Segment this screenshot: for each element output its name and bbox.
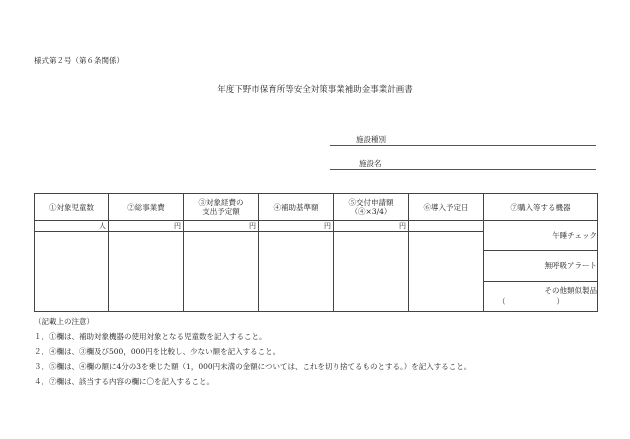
target-expense-input[interactable] [184, 232, 259, 312]
equipment-option-other[interactable]: その他類似製品 （ ） [498, 286, 597, 307]
unit-people: 人 [35, 221, 109, 232]
open-paren: （ [498, 297, 506, 307]
facility-name-field[interactable] [330, 157, 596, 170]
document-title: 年度下野市保育所等安全対策事業補助金事業計画書 [217, 85, 413, 95]
form-label: 様式第２号（第６条関係） [34, 56, 124, 65]
note-item: １．①欄は、補助対象機器の使用対象となる児童数を記入すること。 [34, 332, 267, 341]
equipment-cell [484, 221, 598, 312]
unit-yen: 円 [184, 221, 259, 232]
units-row [35, 221, 598, 232]
header-standard-amount: ④補助基準額 [259, 194, 334, 221]
header-children-count: ①対象児童数 [35, 194, 109, 221]
header-target-expense: ③対象経費の 支出予定額 [184, 194, 259, 221]
children-count-input[interactable] [35, 232, 109, 312]
unit-yen: 円 [109, 221, 184, 232]
header-row [35, 194, 598, 221]
equipment-option-nap-check[interactable]: 午睡チェック [484, 221, 597, 251]
facility-type-label: 施設種別 [356, 135, 386, 144]
note-item: ４．⑦欄は、該当する内容の欄に〇を記入すること。 [34, 377, 214, 386]
plan-table [34, 193, 598, 312]
total-cost-input[interactable] [109, 232, 184, 312]
note-item: ２．④欄は、③欄及び500，000円を比較し、少ない額を記入すること。 [34, 347, 281, 356]
header-install-date: ⑥導入予定日 [409, 194, 484, 221]
header-equipment: ⑦購入等する機器 [484, 194, 598, 221]
notes-section [34, 314, 471, 389]
close-paren: ） [556, 297, 564, 307]
notes-heading: （記載上の注意） [34, 317, 94, 326]
application-amount-input[interactable] [334, 232, 409, 312]
unit-blank [409, 221, 484, 232]
install-date-input[interactable] [409, 232, 484, 312]
facility-type-field[interactable] [330, 133, 596, 146]
unit-yen: 円 [259, 221, 334, 232]
unit-yen: 円 [334, 221, 409, 232]
standard-amount-input[interactable] [259, 232, 334, 312]
note-item: ３．⑤欄は、④欄の額に4分の3を乗じた額（1，000円未満の金額については、これを切り捨てるものとする。）を記入すること。 [34, 362, 472, 371]
facility-name-label: 施設名 [359, 159, 382, 168]
header-total-cost: ②総事業費 [109, 194, 184, 221]
equipment-option-apnea-alert[interactable]: 無呼吸アラート [484, 251, 597, 281]
header-application-amount: ⑤交付申請額 （④×3/4） [334, 194, 409, 221]
